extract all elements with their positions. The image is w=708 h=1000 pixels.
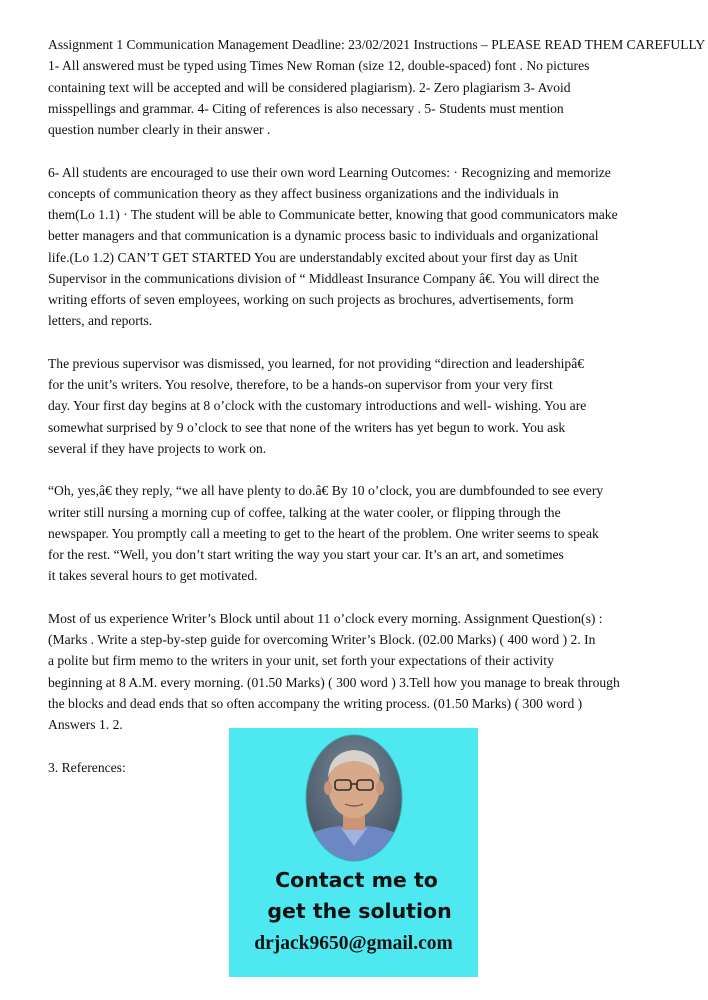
text-line: Answers 1. 2. xyxy=(48,717,123,732)
text-line: Most of us experience Writer’s Block until about 11 o’clock every morning. Assignment Question(s) : xyxy=(48,610,603,626)
ad-headline-line2: get the solution xyxy=(267,899,452,923)
ad-headline-line1: Contact me to xyxy=(275,868,438,892)
text-line: concepts of communication theory as they affect business organizations and the individuals in xyxy=(48,185,559,201)
text-line: Assignment 1 Communication Management Deadline: 23/02/2021 Instructions – PLEASE READ THEM CAREFULLY xyxy=(48,37,706,52)
text-line: The previous supervisor was dismissed, you learned, for not providing “direction and leadershipâ€ xyxy=(48,355,585,371)
text-line: newspaper. You promptly call a meeting to get to the heart of the problem. One writer seems to speak xyxy=(48,525,599,541)
text-line: for the rest. “Well, you don’t start writing the way you start your car. It’s an art, and sometimes xyxy=(48,547,564,562)
text-line: question number clearly in their answer . xyxy=(48,122,271,137)
paragraph-gap xyxy=(48,587,708,608)
text-line: beginning at 8 A.M. every morning. (01.50 Marks) ( 300 word ) 3.Tell how you manage to break through xyxy=(48,674,620,690)
ad-email: drjack9650@gmail.com xyxy=(254,933,453,954)
text-line: day. Your first day begins at 8 o’clock with the customary introductions and well- wishing. You are xyxy=(48,398,587,414)
text-line: “Oh, yes,â€ they reply, “we all have plenty to do.â€ By 10 o’clock, you are dumbfounded to see every xyxy=(48,483,604,499)
text-line: them(Lo 1.1) · The student will be able to Communicate better, knowing that good communicators make xyxy=(48,207,618,222)
text-line: the blocks and dead ends that so often accompany the writing process. (01.50 Marks) ( 300 word ) xyxy=(48,695,583,711)
paragraph-gap xyxy=(48,459,708,480)
text-line: several if they have projects to work on. xyxy=(48,440,267,456)
text-line: containing text will be accepted and will be considered plagiarism). 2- Zero plagiarism 3- Avoid xyxy=(48,79,571,95)
text-line: for the unit’s writers. You resolve, therefore, to be a hands-on supervisor from your very first xyxy=(48,377,553,392)
text-line: life.(Lo 1.2) CAN’T GET STARTED You are understandably excited about your first day as Unit xyxy=(48,249,578,265)
text-line: a polite but firm memo to the writers in your unit, set forth your expectations of their activity xyxy=(48,653,554,669)
text-line: writer still nursing a morning cup of coffee, talking at the water cooler, or flipping through the xyxy=(48,504,561,520)
text-line: writing efforts of seven employees, working on such projects as brochures, advertisements, form xyxy=(48,292,574,307)
paragraph-gap xyxy=(48,140,708,161)
text-line: better managers and that communication is a dynamic process basic to individuals and organizational xyxy=(48,228,599,244)
text-line: Supervisor in the communications division of “ Middleast Insurance Company â€. You will direct the xyxy=(48,270,600,286)
text-line: 6- All students are encouraged to use their own word Learning Outcomes: · Recognizing and memorize xyxy=(48,164,611,180)
text-line: it takes several hours to get motivated. xyxy=(48,568,258,584)
assignment-text xyxy=(48,34,708,778)
text-line: letters, and reports. xyxy=(48,313,153,329)
text-line: misspellings and grammar. 4- Citing of references is also necessary . 5- Students must mention xyxy=(48,100,564,116)
paragraph-gap xyxy=(48,332,708,353)
text-line: somewhat surprised by 9 o’clock to see that none of the writers has yet begun to work. You ask xyxy=(48,419,566,435)
text-line: (Marks . Write a step-by-step guide for overcoming Writer’s Block. (02.00 Marks) ( 400 word ) 2. In xyxy=(48,632,596,647)
text-line: 3. References: xyxy=(48,759,126,775)
text-line: 1- All answered must be typed using Times New Roman (size 12, double-spaced) font . No pictures xyxy=(48,58,590,74)
contact-advertisement xyxy=(229,728,478,977)
